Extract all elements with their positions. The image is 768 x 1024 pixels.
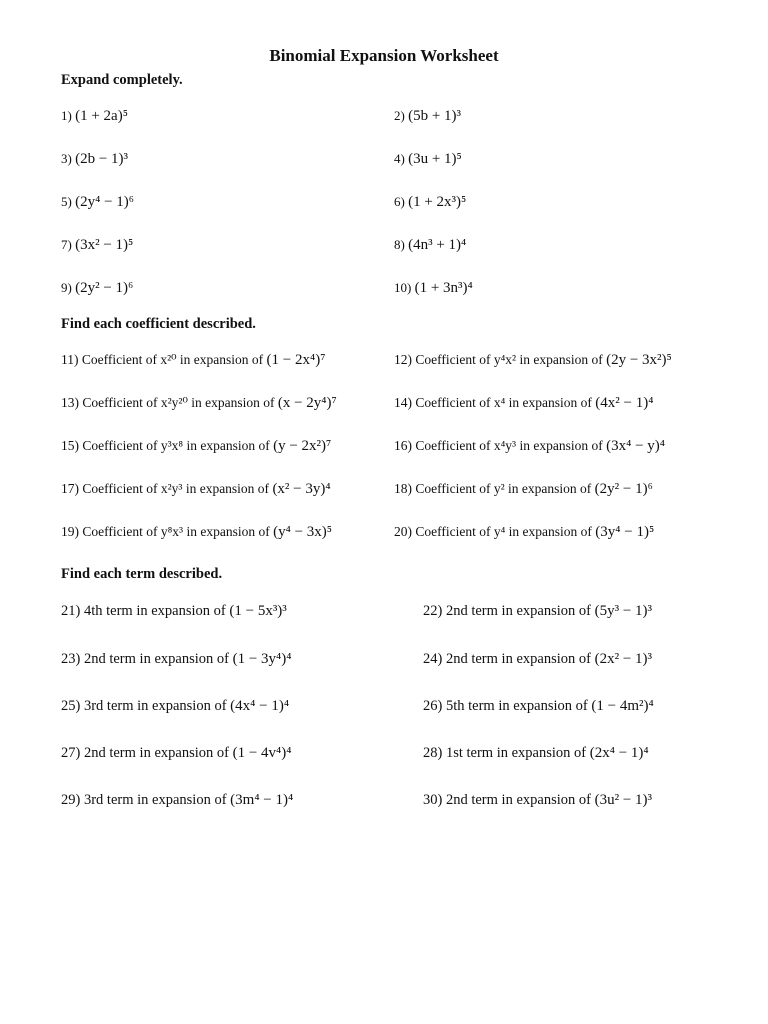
- problem-6: 6) (1 + 2x³)⁵: [394, 194, 467, 210]
- problem-29: 29) 3rd term in expansion of (3m⁴ − 1)⁴: [61, 792, 294, 808]
- problem-24: 24) 2nd term in expansion of (2x² − 1)³: [423, 651, 653, 667]
- problem-4: 4) (3u + 1)⁵: [394, 151, 462, 167]
- section-heading-term: Find each term described.: [61, 566, 223, 582]
- problem-14: 14) Coefficient of x⁴ in expansion of (4x² − 1)⁴: [394, 395, 654, 411]
- problem-5: 5) (2y⁴ − 1)⁶: [61, 194, 135, 210]
- problem-9: 9) (2y² − 1)⁶: [61, 280, 134, 296]
- problem-3: 3) (2b − 1)³: [61, 151, 129, 167]
- problem-13: 13) Coefficient of x²y²⁰ in expansion of (x − 2y⁴)⁷: [61, 395, 337, 411]
- problem-15: 15) Coefficient of y³x⁸ in expansion of (y − 2x²)⁷: [61, 438, 332, 454]
- problem-28: 28) 1st term in expansion of (2x⁴ − 1)⁴: [423, 745, 649, 761]
- problem-20: 20) Coefficient of y⁴ in expansion of (3y⁴ − 1)⁵: [394, 524, 655, 540]
- problem-21: 21) 4th term in expansion of (1 − 5x³)³: [61, 603, 287, 619]
- problem-26: 26) 5th term in expansion of (1 − 4m²)⁴: [423, 698, 654, 714]
- problem-17: 17) Coefficient of x²y³ in expansion of (x² − 3y)⁴: [61, 481, 331, 497]
- problem-11: 11) Coefficient of x²⁰ in expansion of (1 − 2x⁴)⁷: [61, 352, 326, 368]
- problem-12: 12) Coefficient of y⁴x² in expansion of (2y − 3x²)⁵: [394, 352, 672, 368]
- problem-1: 1) (1 + 2a)⁵: [61, 108, 128, 124]
- problem-10: 10) (1 + 3n³)⁴: [394, 280, 473, 296]
- section-heading-expand: Expand completely.: [61, 72, 183, 88]
- problem-22: 22) 2nd term in expansion of (5y³ − 1)³: [423, 603, 653, 619]
- problem-19: 19) Coefficient of y⁸x³ in expansion of (y⁴ − 3x)⁵: [61, 524, 333, 540]
- problem-2: 2) (5b + 1)³: [394, 108, 462, 124]
- problem-8: 8) (4n³ + 1)⁴: [394, 237, 467, 253]
- section-heading-coefficient: Find each coefficient described.: [61, 316, 256, 332]
- problem-7: 7) (3x² − 1)⁵: [61, 237, 134, 253]
- problem-16: 16) Coefficient of x⁴y³ in expansion of (3x⁴ − y)⁴: [394, 438, 666, 454]
- problem-23: 23) 2nd term in expansion of (1 − 3y⁴)⁴: [61, 651, 292, 667]
- page-title: Binomial Expansion Worksheet: [269, 46, 499, 65]
- problem-30: 30) 2nd term in expansion of (3u² − 1)³: [423, 792, 653, 808]
- problem-18: 18) Coefficient of y² in expansion of (2y² − 1)⁶: [394, 481, 653, 497]
- problem-25: 25) 3rd term in expansion of (4x⁴ − 1)⁴: [61, 698, 290, 714]
- problem-27: 27) 2nd term in expansion of (1 − 4v⁴)⁴: [61, 745, 292, 761]
